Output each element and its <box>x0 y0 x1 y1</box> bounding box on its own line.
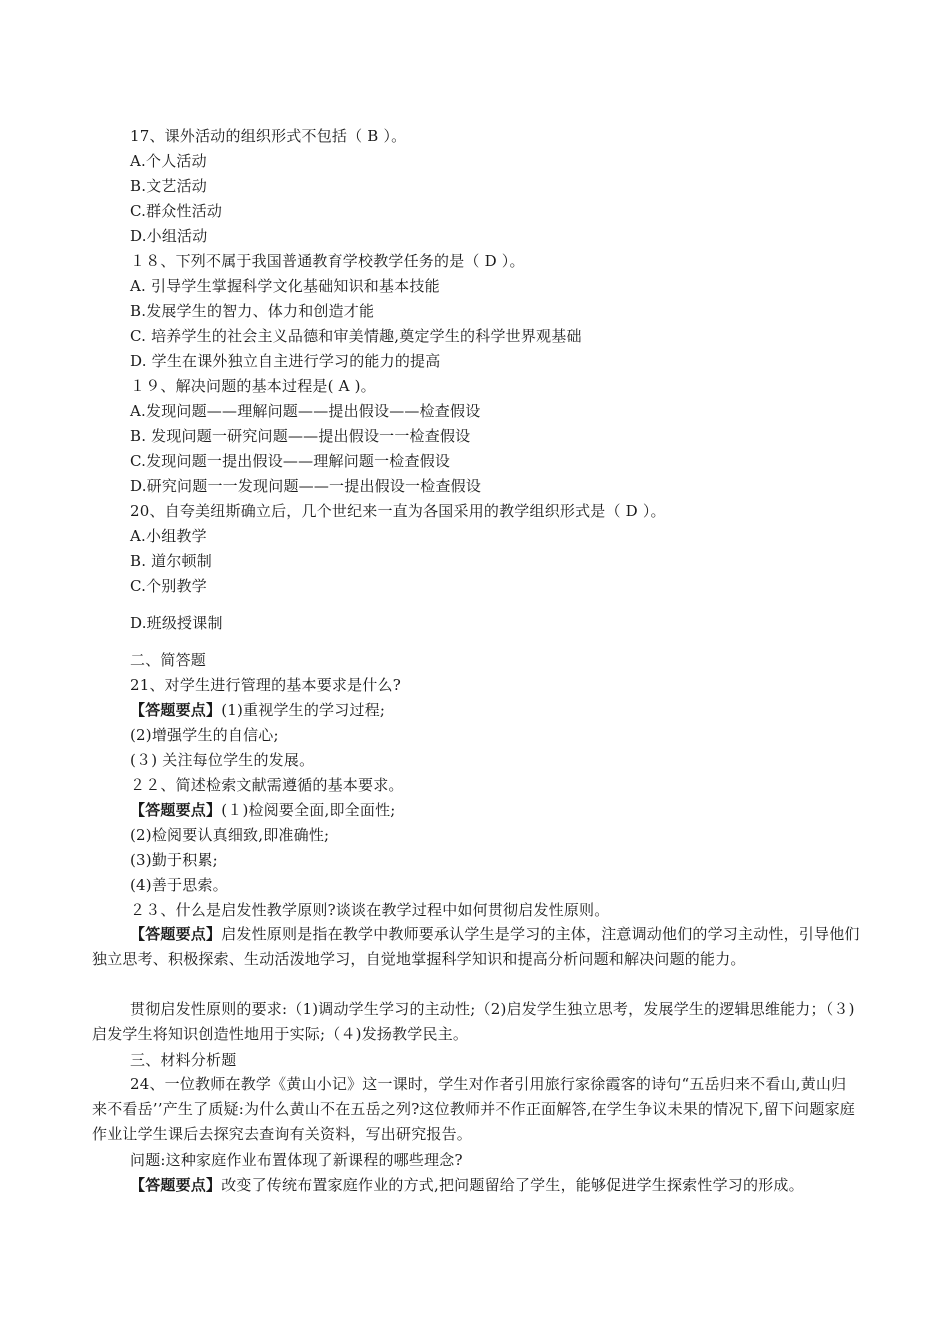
q22-stem: ２２、简述检索文献需遵循的基本要求。 <box>130 776 404 794</box>
q19-option-d: D.研究问题一一发现问题——一提出假设一检查假设 <box>130 477 482 495</box>
q17-option-a: A.个人活动 <box>130 152 207 170</box>
q18-option-a: A. 引导学生掌握科学文化基础知识和基本技能 <box>130 277 440 295</box>
q17-option-b: B.文艺活动 <box>130 177 207 195</box>
q22-answer-line-1 <box>130 800 396 820</box>
answer-key-tag: 【答题要点】 <box>130 925 222 943</box>
q21-point-3: (３) 关注每位学生的发展。 <box>130 751 315 769</box>
q21-point-1: (1)重视学生的学习过程; <box>221 701 386 719</box>
q23-answer-text: 启发性原则是指在教学中教师要承认学生是学习的主体，注意调动他们的学习主动性，引导他们独立思考、积极探索、生动活泼地学习，自觉地掌握科学知识和提高分析问题和解决问题的能力。 <box>92 925 860 968</box>
q19-option-a: A.发现问题——理解问题——提出假设——检查假设 <box>130 402 481 420</box>
q19-option-b: B. 发现问题一研究问题——提出假设一一检查假设 <box>130 427 471 445</box>
q20-option-c: C.个别教学 <box>130 577 207 595</box>
q21-point-2: (2)增强学生的自信心; <box>130 726 279 744</box>
section-title-short-answer: 二、简答题 <box>130 651 207 669</box>
section-title-material-analysis: 三、材料分析题 <box>130 1051 237 1069</box>
q23-answer-paragraph <box>92 922 860 972</box>
q21-stem: 21、对学生进行管理的基本要求是什么? <box>130 676 401 694</box>
q18-option-d: D. 学生在课外独立自主进行学习的能力的提高 <box>130 352 441 370</box>
answer-key-tag: 【答题要点】 <box>130 1176 222 1194</box>
q20-option-b: B. 道尔顿制 <box>130 552 212 570</box>
q24-answer-text: 改变了传统布置家庭作业的方式,把问题留给了学生，能够促进学生探索性学习的形成。 <box>221 1176 804 1194</box>
q20-option-d: D.班级授课制 <box>130 614 223 632</box>
q19-stem: １９、解决问题的基本过程是( A )。 <box>130 377 376 395</box>
q17-option-c: C.群众性活动 <box>130 202 223 220</box>
q20-stem: 20、自夸美纽斯确立后，几个世纪来一直为各国采用的教学组织形式是（ D ）。 <box>130 502 666 520</box>
q23-requirements-paragraph: 贯彻启发性原则的要求:（1)调动学生学习的主动性;（2)启发学生独立思考，发展学生的逻辑思维能力；（３)启发学生将知识创造性地用于实际;（４)发扬教学民主。 <box>92 1000 855 1043</box>
q17-option-d: D.小组活动 <box>130 227 208 245</box>
q20-option-a: A.小组教学 <box>130 527 207 545</box>
q22-point-3: (3)勤于积累; <box>130 851 218 869</box>
q18-stem: １８、下列不属于我国普通教育学校教学任务的是（ D ）。 <box>130 252 525 270</box>
q18-option-b: B.发展学生的智力、体力和创造才能 <box>130 302 375 320</box>
q18-option-c: C. 培养学生的社会主义品德和审美情趣,奠定学生的科学世界观基础 <box>130 327 582 345</box>
answer-key-tag: 【答题要点】 <box>130 801 222 819</box>
q24-answer-line <box>130 1175 804 1195</box>
q23-stem: ２３、什么是启发性教学原则?谈谈在教学过程中如何贯彻启发性原则。 <box>130 901 610 919</box>
q17-stem: 17、课外活动的组织形式不包括（ B ）。 <box>130 127 407 145</box>
q19-option-c: C.发现问题一提出假设——理解问题一检查假设 <box>130 452 451 470</box>
q24-material-paragraph: 24、一位教师在教学《黄山小记》这一课时，学生对作者引用旅行家徐霞客的诗句“五岳归来不看山,黄山归来不看岳’’产生了质疑:为什么黄山不在五岳之列?这位教师并不作正面解答,在学生争议未果的情况下,留下问题家庭作业让学生课后去探究去查询有关资料，写出研究报告。 <box>92 1075 855 1143</box>
answer-key-tag: 【答题要点】 <box>130 701 222 719</box>
q22-point-2: (2)检阅要认真细致,即准确性; <box>130 826 330 844</box>
q22-point-1: (１)检阅要全面,即全面性; <box>221 801 396 819</box>
q24-question: 问题:这种家庭作业布置体现了新课程的哪些理念? <box>130 1151 463 1169</box>
q22-point-4: (4)善于思索。 <box>130 876 228 894</box>
q21-answer-line-1 <box>130 700 385 720</box>
